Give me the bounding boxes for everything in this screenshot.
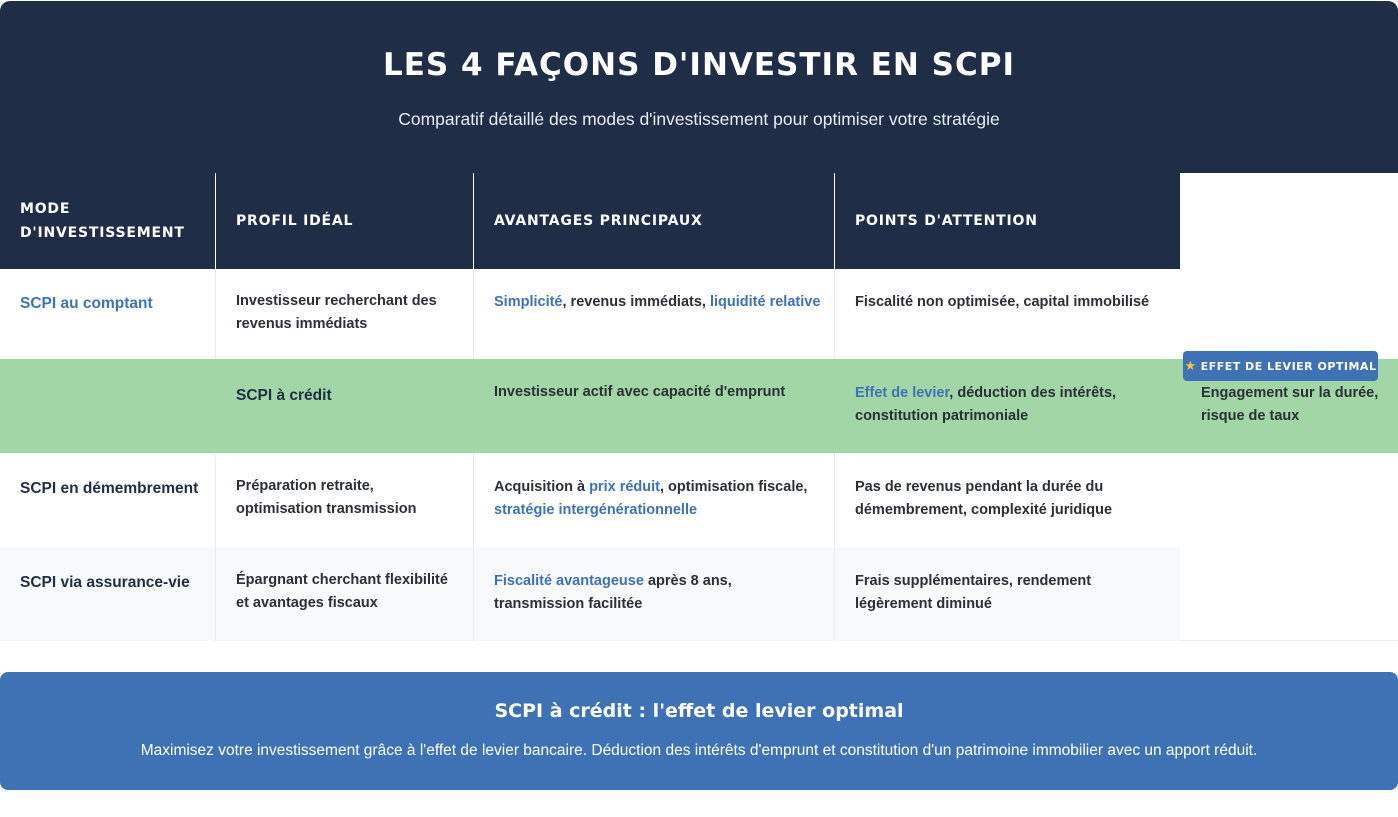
page-title: LES 4 FAÇONS D'INVESTIR EN SCPI bbox=[383, 47, 1015, 83]
avantages-text bbox=[494, 570, 814, 616]
table-row-assurance-vie bbox=[0, 547, 1180, 641]
cell-divider bbox=[473, 547, 474, 641]
column-divider bbox=[473, 173, 474, 269]
table-header bbox=[0, 173, 1180, 269]
plain-text: après 8 ans, transmission facilitée bbox=[494, 573, 732, 612]
hero-header bbox=[0, 1, 1398, 173]
bold-text: Frais supplémentaires bbox=[855, 573, 1009, 589]
plain-text: , capital immobilisé bbox=[1015, 294, 1150, 310]
highlight-text: liquidité relative bbox=[709, 294, 821, 310]
cell-divider bbox=[834, 453, 835, 547]
avantages-text bbox=[494, 291, 824, 314]
cell-divider bbox=[834, 269, 835, 359]
cta-title: SCPI à crédit : l'effet de levier optimal bbox=[494, 700, 904, 722]
cell-divider bbox=[834, 547, 835, 641]
column-header-avantages: AVANTAGES PRINCIPAUX bbox=[494, 213, 703, 229]
cell-divider bbox=[473, 453, 474, 547]
profil-text: Épargnant cherchant flexibilité et avantages fiscaux bbox=[236, 572, 448, 611]
cell-divider bbox=[215, 547, 216, 641]
avantages-text bbox=[494, 476, 814, 522]
attention-text bbox=[855, 476, 1155, 522]
column-header-mode: MODE D'INVESTISSEMENT bbox=[20, 201, 185, 241]
mode-name: SCPI en démembrement bbox=[20, 480, 199, 497]
cell-divider bbox=[215, 269, 216, 359]
profil-text: Investisseur recherchant des revenus immédiats bbox=[236, 293, 437, 332]
row-tail bbox=[1180, 547, 1398, 641]
profil-text: Préparation retraite, optimisation transmission bbox=[236, 478, 417, 517]
highlight-text: Simplicité bbox=[494, 294, 563, 310]
avantages-text bbox=[855, 382, 1155, 428]
star-icon: ★ bbox=[1184, 358, 1197, 374]
table-row-demembrement bbox=[0, 453, 1398, 548]
mode-name: SCPI à crédit bbox=[236, 387, 332, 404]
plain-text: , optimisation fiscale, bbox=[659, 479, 808, 495]
plain-text: , revenus immédiats, bbox=[562, 294, 710, 310]
attention-text bbox=[855, 291, 1175, 314]
attention-text bbox=[855, 570, 1155, 616]
column-header-profil: PROFIL IDÉAL bbox=[236, 213, 354, 229]
table-row-comptant bbox=[0, 269, 1180, 360]
page-subtitle: Comparatif détaillé des modes d'investissement pour optimiser votre stratégie bbox=[398, 109, 1000, 129]
plain-text: , rendement légèrement diminué bbox=[855, 573, 1092, 612]
highlight-text: stratégie intergénérationnelle bbox=[494, 502, 698, 518]
bold-text: Pas de revenus bbox=[855, 479, 962, 495]
column-header-attention: POINTS D'ATTENTION bbox=[855, 213, 1038, 229]
highlight-text: prix réduit bbox=[589, 479, 660, 495]
plain-text: Acquisition à bbox=[494, 479, 590, 495]
column-divider bbox=[834, 173, 835, 269]
plain-text: , déduction des intérêts, constitution patrimoniale bbox=[855, 385, 1117, 424]
profil-text: Investisseur actif avec capacité d'emprunt bbox=[494, 384, 786, 400]
bold-text: complexité juridique bbox=[971, 502, 1113, 518]
cta-banner bbox=[0, 672, 1398, 790]
optimal-badge bbox=[1183, 351, 1378, 381]
column-divider bbox=[215, 173, 216, 269]
mode-name: SCPI via assurance-vie bbox=[20, 574, 190, 591]
cta-text: Maximisez votre investissement grâce à l'effet de levier bancaire. Déduction des intérêts d'emprunt et constitution d'un patrimoine immobilier avec un apport réduit. bbox=[140, 742, 1258, 759]
highlight-text: Effet de levier bbox=[855, 385, 950, 401]
mode-name: SCPI au comptant bbox=[20, 295, 153, 312]
attention-text: Engagement sur la durée, risque de taux bbox=[1201, 385, 1379, 424]
plain-text: pendant la durée du démembrement, bbox=[855, 479, 1104, 518]
cell-divider bbox=[473, 269, 474, 359]
cell-divider bbox=[215, 453, 216, 547]
badge-label: EFFET DE LEVIER OPTIMAL bbox=[1200, 359, 1377, 373]
highlight-text: Fiscalité avantageuse bbox=[494, 573, 644, 589]
bold-text: Fiscalité non optimisée bbox=[855, 294, 1016, 310]
